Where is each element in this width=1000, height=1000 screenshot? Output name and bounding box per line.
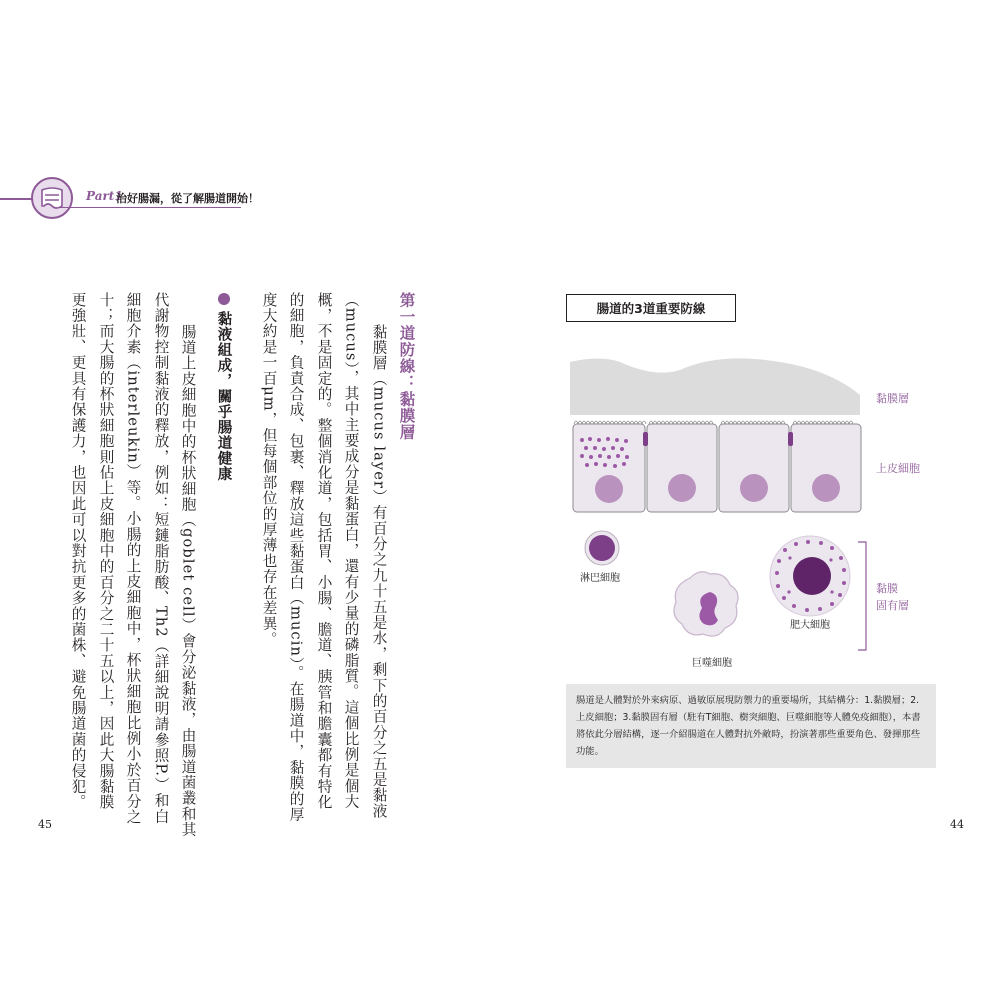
section2-line-1: 腸道上皮細胞中的杯狀細胞（goblet cell）會分泌黏液，由腸道菌叢和其 [179,324,197,838]
intestine-layers-diagram [560,340,940,680]
figure-caption: 腸道是人體對於外來病原、過敏原展現防禦力的重要場所，其結構分：1.黏膜層；2.上皮細胞；3.黏膜固有層（駐有T細胞、樹突細胞、巨噬細胞等人體免疫細胞），本書將依此分層結構，逐一介紹腸道在人體對抗外敵時，扮演著那些重要角色、發揮那些功能。 [566,684,936,768]
section1-line-2: （mucus），其中主要成分是黏蛋白，還有少量的磷脂質。這個比例是個大 [342,292,360,810]
section1-line-3: 概，不是固定的。整個消化道，包括胃、小腸、膽道、胰管和膽囊都有特化 [315,292,333,811]
section1-heading: 第一道防線：黏膜層 [397,292,416,441]
label-lamina-propria-1: 黏膜 [876,582,898,595]
lamina-propria-bracket [858,542,866,650]
section1-line-5: 度大約是一百μm，但每個部位的厚薄也存在差異。 [260,292,278,648]
section2-bullet [218,293,230,305]
label-epithelial: 上皮細胞 [876,462,920,475]
mast-cell-nucleus [793,557,831,595]
figure-title: 腸道的3道重要防線 [566,294,736,322]
section2-line-3: 細胞介素（interleukin）等。小腸的上皮細胞中，杯狀細胞比例小於百分之 [124,292,142,825]
label-macrophage: 巨噬細胞 [692,658,732,669]
part-label: Part1 [86,189,123,203]
section2-line-2: 代謝物控制黏液的釋放，例如：短鏈脂肪酸、Th2（詳細說明請參照P.）和白 [152,292,170,825]
mucus-layer-shape [570,358,860,415]
lymphocyte-nucleus [589,535,615,561]
page-number-right: 44 [950,818,964,831]
label-mast-cell: 肥大細胞 [790,620,830,631]
label-lamina-propria-2: 固有層 [876,599,909,612]
section1-line-1: 黏膜層（mucus layer）有百分之九十五是水，剩下的百分之五是黏液 [370,324,388,819]
page-number-left: 45 [38,818,52,831]
section2-heading: 黏液組成，關乎腸道健康 [215,311,232,482]
section2-line-4: 十；而大腸的杯狀細胞則佔上皮細胞中的百分之二十五以上，因此大腸黏膜 [97,292,115,811]
section2-line-5: 更強壯、更具有保護力，也因此可以對抗更多的菌株、避免腸道菌的侵犯。 [69,292,87,811]
header-rule-right [58,207,241,208]
label-lymphocyte: 淋巴細胞 [580,573,620,584]
section1-line-4: 的細胞，負責合成、包裹、釋放這些黏蛋白（mucin）。在腸道中，黏膜的厚 [287,292,305,823]
label-mucus-layer: 黏膜層 [876,392,909,405]
chapter-title: 治好腸漏，從了解腸道開始！ [116,192,259,205]
intestine-icon [30,176,74,220]
